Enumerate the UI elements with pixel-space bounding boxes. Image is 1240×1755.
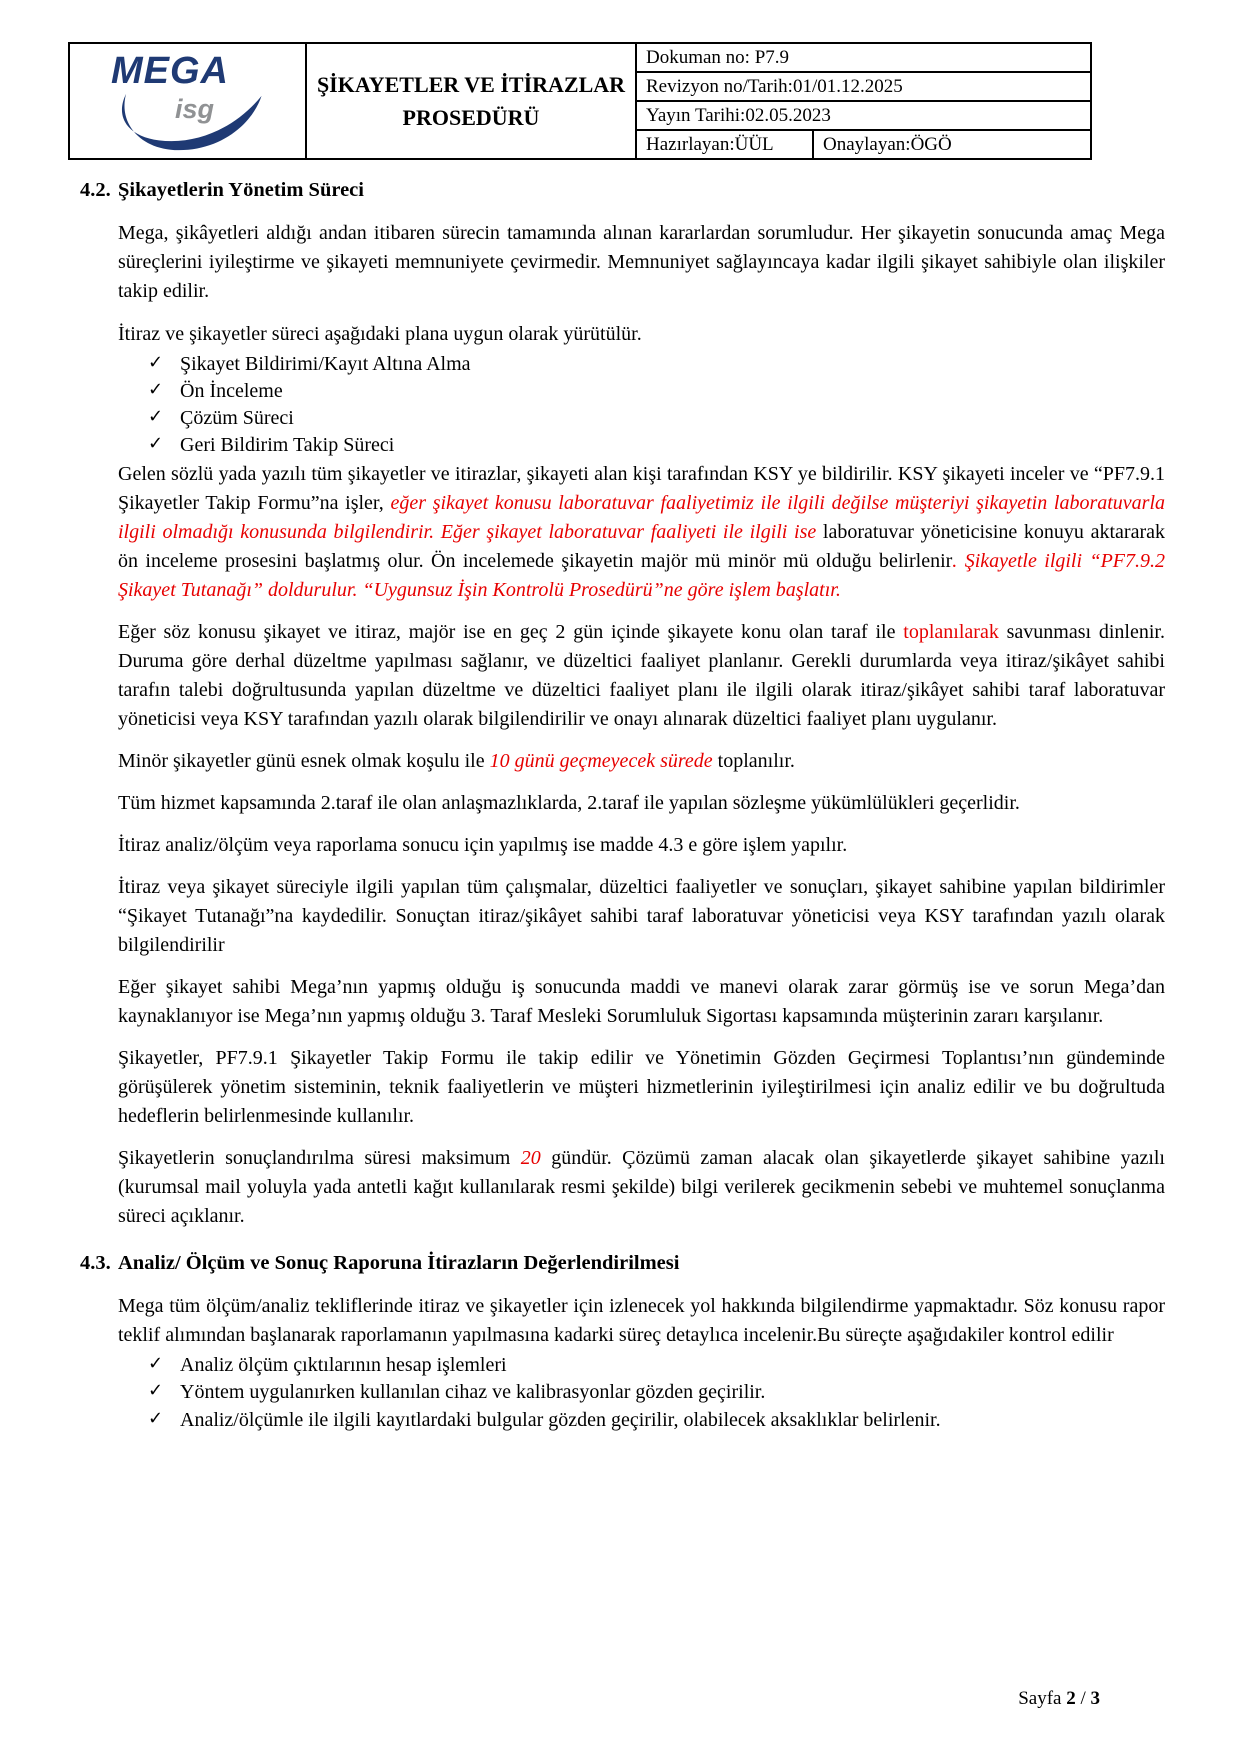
- paragraph-major-complaints: [118, 618, 1165, 734]
- text-segment: eğer şikayet konusu laboratuvar faaliyetimiz ile ilgili değilse müşteriyi şikayetin laboratuvarla ilgili olmadığı konusunda bilgilendirir. Eğer şikayet laboratuvar faaliyeti ile ilgili ise: [118, 492, 1166, 544]
- check-icon: ✓: [148, 406, 164, 428]
- prepared-by-cell: Hazırlayan:ÜÜL: [637, 131, 814, 158]
- paragraph-resolution-time: [118, 1144, 1165, 1231]
- checklist-item: [148, 432, 1165, 459]
- check-icon: ✓: [148, 1407, 164, 1429]
- checklist-item: [148, 405, 1165, 432]
- checklist-item: [148, 1407, 1165, 1434]
- section-number: 4.2.: [80, 179, 111, 201]
- text-segment: toplanılarak: [903, 621, 999, 644]
- check-icon: ✓: [148, 351, 164, 373]
- text-segment: Şikayetlerin sonuçlandırılma süresi maksimum: [118, 1147, 521, 1170]
- check-icon: ✓: [148, 433, 164, 455]
- text-segment: savunması dinlenir. Duruma göre derhal düzeltme yapılması sağlanır, ve düzeltici faaliyet planlanır. Gerekli durumlarda veya itiraz/şikâyet sahibi tarafın talebi doğrultusunda yapılan düzeltme ve düzeltici faaliyet planı ile ilgili olarak itiraz/şikâyet sahibi taraf laboratuvar yöneticisi veya KSY tarafından yazılı olarak bilgilendirilir ve onayı alınarak düzeltici faaliyet planı uygulanır.: [118, 621, 1165, 731]
- page-number: [1018, 1688, 1100, 1710]
- checklist-item-label: Ön İnceleme: [180, 379, 283, 402]
- checklist-item: [148, 378, 1165, 405]
- text-segment: Sayfa: [1018, 1688, 1067, 1709]
- section-4-3-heading: [80, 1249, 1165, 1278]
- text-segment: toplanılır.: [712, 750, 795, 773]
- checklist-item: [148, 351, 1165, 378]
- paragraph-minor-complaints: [118, 747, 1165, 776]
- text-segment: 2: [1066, 1688, 1076, 1709]
- paragraph-complaint-handling: [118, 460, 1165, 605]
- publish-date-row: Yayın Tarihi:02.05.2023: [637, 102, 1090, 131]
- checklist-item-label: Yöntem uygulanırken kullanılan cihaz ve kalibrasyonlar gözden geçirilir.: [180, 1381, 766, 1404]
- checklist-item-label: Geri Bildirim Takip Süreci: [180, 434, 395, 457]
- document-title-line2: PROSEDÜRÜ: [402, 105, 540, 130]
- text-segment: laboratuvar yöneticisine konuyu aktararak ön inceleme prosesini başlatmış olur. Ön incelemede şikayetin majör mü minör mü olduğu belirlenir: [118, 521, 1165, 573]
- section-title: Şikayetlerin Yönetim Süreci: [118, 179, 364, 201]
- paragraph-record-keeping: İtiraz veya şikayet süreciyle ilgili yapılan tüm çalışmalar, düzeltici faaliyetler ve sonuçları, şikayet sahibine yapılan bildirimler “Şikayet Tutanağı”na kaydedilir. Sonuçtan itiraz/şikâyet sahibi taraf laboratuvar yöneticisi veya KSY tarafından yazılı olarak bilgilendirilir: [118, 876, 1165, 957]
- document-body: [80, 176, 1165, 1434]
- paragraph-process-intro: İtiraz ve şikayetler süreci aşağıdaki plana uygun olarak yürütülür.: [118, 322, 642, 345]
- checklist-item-label: Çözüm Süreci: [180, 407, 294, 430]
- paragraph-appeal-clause: İtiraz analiz/ölçüm veya raporlama sonucu için yapılmış ise madde 4.3 e göre işlem yapılır.: [118, 834, 848, 857]
- text-segment: . Şikayetle ilgili “PF7.9.2 Şikayet Tutanağı” doldurulur. “Uygunsuz İşin Kontrolü Prosedürü”ne göre işlem başlatır.: [118, 550, 1165, 602]
- document-info-column: [637, 44, 1090, 158]
- check-icon: ✓: [148, 378, 164, 400]
- text-segment: 20: [520, 1147, 541, 1170]
- section-title: Analiz/ Ölçüm ve Sonuç Raporuna İtirazların Değerlendirilmesi: [118, 1252, 680, 1275]
- text-segment: /: [1075, 1688, 1091, 1709]
- document-title: [307, 44, 637, 158]
- prepared-approved-row: [637, 131, 1090, 158]
- text-segment: Eğer söz konusu şikayet ve itiraz, majör ise en geç 2 gün içinde şikayete konu olan taraf ile: [118, 621, 904, 644]
- revision-row: Revizyon no/Tarih:01/01.12.2025: [637, 73, 1090, 102]
- logo-cell: [70, 44, 307, 158]
- checklist-item-label: Analiz ölçüm çıktılarının hesap işlemleri: [180, 1354, 507, 1377]
- doc-no-row: Dokuman no: P7.9: [637, 44, 1090, 73]
- section-number: 4.3.: [80, 1252, 111, 1275]
- text-segment: 10 günü geçmeyecek sürede: [489, 750, 713, 773]
- document-header-table: [68, 42, 1092, 160]
- check-icon: ✓: [148, 1353, 164, 1375]
- checklist-item-label: Analiz/ölçümle ile ilgili kayıtlardaki bulgular gözden geçirilir, olabilecek aksaklıklar belirlenir.: [180, 1408, 941, 1431]
- check-icon: ✓: [148, 1380, 164, 1402]
- checklist-item: [148, 1379, 1165, 1406]
- paragraph-management-review: Şikayetler, PF7.9.1 Şikayetler Takip Formu ile takip edilir ve Yönetimin Gözden Geçirmesi Toplantısı’nın gündeminde görüşülerek yönetim sisteminin, teknik faaliyetlerin ve müşteri hizmetlerinin iyileştirilmesi için analiz edilir ve bu doğrultuda hedeflerin belirlenmesinde kullanılır.: [118, 1047, 1165, 1128]
- mega-isg-logo: [85, 50, 290, 152]
- approved-by-cell: Onaylayan:ÖGÖ: [823, 133, 952, 155]
- text-segment: 3: [1090, 1688, 1100, 1709]
- paragraph-liability-insurance: Eğer şikayet sahibi Mega’nın yapmış olduğu iş sonucunda maddi ve manevi olarak zarar görmüş ise ve sorun Mega’dan kaynaklanıyor ise Mega’nın yapmış olduğu 3. Taraf Mesleki Sorumluluk Sigortası kapsamında müşterinin zararı karşılanır.: [118, 976, 1165, 1028]
- process-steps-list: [148, 351, 1165, 460]
- document-title-line1: ŞİKAYETLER VE İTİRAZLAR: [316, 72, 626, 97]
- text-segment: Gelen sözlü yada yazılı tüm şikayetler ve itirazlar, şikayeti alan kişi tarafından KSY ye bildirilir. KSY şikayeti inceler ve “PF7.9.1 Şikayetler Takip Formu”na işler,: [118, 463, 1165, 515]
- checklist-item: [148, 1352, 1165, 1379]
- paragraph-second-party: Tüm hizmet kapsamında 2.taraf ile olan anlaşmazlıklarda, 2.taraf ile yapılan sözleşme yükümlülükleri geçerlidir.: [118, 792, 1020, 815]
- paragraph-appeal-evaluation: Mega tüm ölçüm/analiz tekliflerinde itiraz ve şikayetler için izlenecek yol hakkında bilgilendirme yapmaktadır. Söz konusu rapor teklif alımından başlanarak raporlamanın yapılmasına kadarki süreç detaylıca incelenir.Bu süreçte aşağıdakiler kontrol edilir: [118, 1295, 1165, 1347]
- checklist-item-label: Şikayet Bildirimi/Kayıt Altına Alma: [180, 352, 471, 375]
- section-4-2-heading: [80, 176, 1165, 205]
- text-segment: Minör şikayetler günü esnek olmak koşulu ile: [118, 750, 490, 773]
- logo-sub-text: isg: [175, 94, 215, 124]
- logo-brand-text: MEGA: [111, 50, 229, 92]
- control-checks-list: [148, 1352, 1165, 1434]
- paragraph-responsibility: Mega, şikâyetleri aldığı andan itibaren sürecin tamamında alınan kararlardan sorumludur. Her şikayetin sonucunda amaç Mega süreçlerini iyileştirme ve şikayeti memnuniyete çevirmedir. Memnuniyet sağlayıncaya kadar ilgili şikayet sahibiyle olan ilişkiler takip edilir.: [118, 221, 1165, 302]
- text-segment: gündür. Çözümü zaman alacak olan şikayetlerde şikayet sahibine yazılı (kurumsal mail yoluyla yada antetli kağıt kullanılarak resmi şekilde) bilgi verilerek gecikmenin sebebi ve muhtemel sonuçlanma süreci açıklanır.: [118, 1147, 1165, 1228]
